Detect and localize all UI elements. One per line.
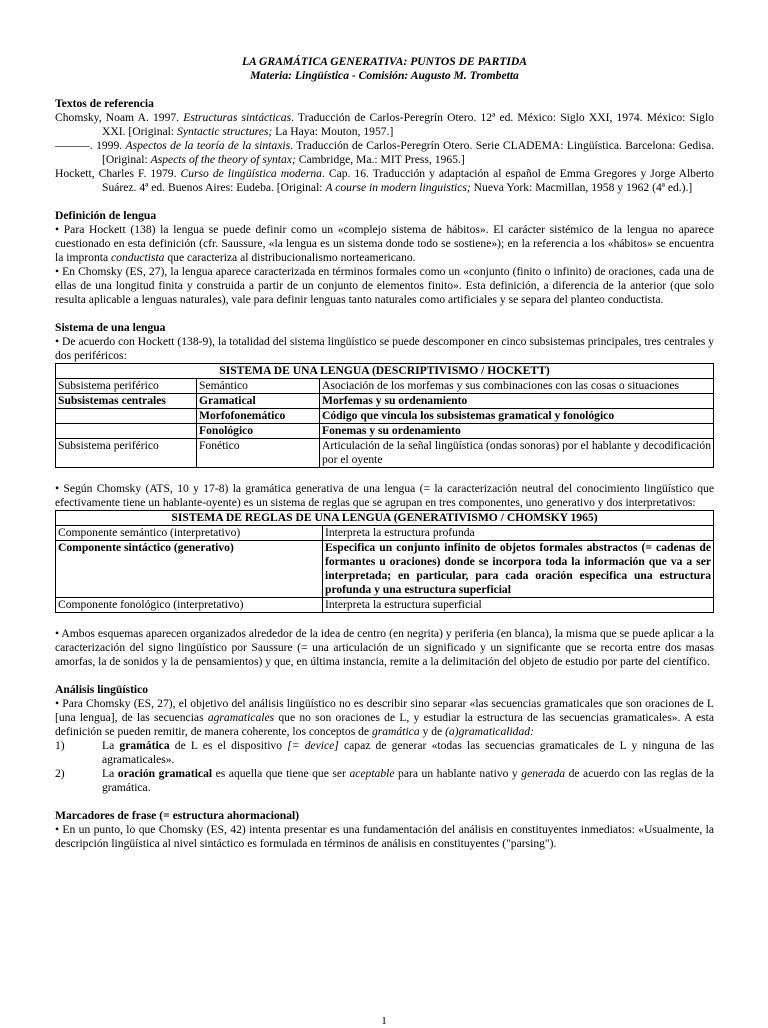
list-number: 1) [55,739,65,752]
reference-chomsky-1997: Chomsky, Noam A. 1997. Estructuras sintácticas. Traducción de Carlos-Peregrín Otero. 12ª ed. México: Siglo XXI, 1974. México: Siglo XXI. [Original: Syntactic structures; La Haya: Mouton, 1957.] [55,111,714,138]
table-header: SISTEMA DE REGLAS DE UNA LENGUA (GENERATIVISMO / CHOMSKY 1965) [56,511,714,526]
paragraph-hockett-definition: • Para Hockett (138) la lengua se puede definir como un «complejo sistema de hábitos». El carácter sistémico de la lengua no aparece cuestionado en esta definición (cfr. Saussure, «la lengua es un sistema donde todo se sostiene»); en la referencia a los «hábitos» se encuentra la impronta conductista que caracteriza al distribucionalismo norteamericano. [55,223,714,264]
table-row [56,379,714,394]
table-cell: Interpreta la estructura profunda [323,526,714,541]
table-row [56,439,714,468]
paragraph-system-intro: • De acuerdo con Hockett (138-9), la totalidad del sistema lingüístico se puede descomponer en cinco subsistemas principales, tres centrales y dos periféricos: [55,335,714,362]
table-cell: Articulación de la señal lingüística (ondas sonoras) por el hablante y decodificación por el oyente [320,439,714,468]
table-chomsky-system [55,510,714,613]
table-row [56,526,714,541]
table-cell: Morfofonemático [197,409,320,424]
reference-chomsky-1999: ———. 1999. Aspectos de la teoría de la sintaxis. Traducción de Carlos-Peregrín Otero. Serie CLADEMA: Lingüística. Barcelona: Gedisa. [Original: Aspects of the theory of syntax; Cambridge, Ma.: MIT Press, 1965.] [55,139,714,166]
table-hockett-system [55,363,714,468]
table-row [56,424,714,439]
list-item: 1) La gramática de L es el dispositivo [= device] capaz de generar «todas las secuencias gramaticales de L y ninguna de las agramaticales». [55,739,714,766]
section-heading-phrase-markers: Marcadores de frase (= estructura ahormacional) [55,809,300,822]
reference-hockett-1979: Hockett, Charles F. 1979. Curso de lingüística moderna. Cap. 16. Traducción y adaptación al español de Emma Gregores y Jorge Alberto Suárez. 4ª ed. Buenos Aires: Eudeba. [Original: A course in modern linguistics; Nueva York: Macmillan, 1958 y 1962 (4ª ed.).] [55,167,714,194]
table-cell: Subsistemas centrales [56,394,197,409]
list-number: 2) [55,767,65,780]
table-cell: Subsistema periférico [56,439,197,468]
document-title: LA GRAMÁTICA GENERATIVA: PUNTOS DE PARTIDA [241,55,528,68]
table-cell: Componente fonológico (interpretativo) [56,598,323,613]
paragraph-chomsky-grammar: • Según Chomsky (ATS, 10 y 17-8) la gramática generativa de una lengua (= la caracterización neutral del conocimiento lingüístico que efectivamente tiene un hablante-oyente) es un sistema de reglas que se agrupan en tres componentes, uno generativo y dos interpretativos: [55,482,714,509]
table-cell: Fonológico [197,424,320,439]
paragraph-phrase-markers: • En un punto, lo que Chomsky (ES, 42) intenta presentar es una fundamentación del análisis en constituyentes inmediatos: «Usualmente, la descripción lingüística al nivel sintáctico es formulada en términos de análisis en constituyentes ("parsing"). [55,823,714,850]
document-subtitle: Materia: Lingüística - Comisión: Augusto M. Trombetta [250,69,519,82]
table-cell: Especifica un conjunto infinito de objetos formales abstractos (= cadenas de formantes u oraciones) donde se incorpora toda la información que va a ser interpretada; en particular, para cada oración especifica una estructura profunda y una estructura superficial [323,541,714,598]
table-cell: Gramatical [197,394,320,409]
table-cell [56,409,197,424]
table-header: SISTEMA DE UNA LENGUA (DESCRIPTIVISMO / HOCKETT) [56,364,714,379]
table-row [56,394,714,409]
table-cell: Morfemas y su ordenamiento [320,394,714,409]
table-cell: Subsistema periférico [56,379,197,394]
section-heading-references: Textos de referencia [55,97,154,110]
table-cell: Fonemas y su ordenamiento [320,424,714,439]
table-cell: Asociación de los morfemas y sus combinaciones con las cosas o situaciones [320,379,714,394]
table-cell: Código que vincula los subsistemas gramatical y fonológico [320,409,714,424]
table-cell: Fonético [197,439,320,468]
section-heading-analysis: Análisis lingüístico [55,683,149,696]
table-cell: Semántico [197,379,320,394]
page-content [55,55,714,851]
section-heading-system: Sistema de una lengua [55,321,166,334]
paragraph-analysis: • Para Chomsky (ES, 27), el objetivo del análisis lingüístico no es describir sino separar «las secuencias gramaticales que son oraciones de L [una lengua], de las secuencias agramaticales que no son oraciones de L, y estudiar la estructura de las secuencias gramaticales». A esta definición se pueden remitir, de manera coherente, los conceptos de gramática y de (a)gramaticalidad: [55,697,714,738]
table-row [56,541,714,598]
table-row [56,409,714,424]
table-cell: Componente sintáctico (generativo) [56,541,323,598]
paragraph-centre-periphery: • Ambos esquemas aparecen organizados alrededor de la idea de centro (en negrita) y periferia (en blanca), la misma que se puede aplicar a la caracterización del signo lingüístico por Saussure (= una articulación de un significado y un significante que se recorta entre dos masas amorfas, la de sonidos y la de pensamientos) y que, en última instancia, remite a la delimitación del objeto de estudio por parte del científico. [55,627,714,668]
table-cell: Componente semántico (interpretativo) [56,526,323,541]
page-number: 1 [381,1015,387,1027]
section-heading-definition: Definición de lengua [55,209,157,222]
table-row [56,598,714,613]
table-cell [56,424,197,439]
list-item: 2) La oración gramatical es aquella que tiene que ser aceptable para un hablante nativo y generada de acuerdo con las reglas de la gramática. [55,767,714,794]
paragraph-chomsky-definition: • En Chomsky (ES, 27), la lengua aparece caracterizada en términos formales como un «conjunto (finito o infinito) de oraciones, cada una de ellas de una longitud finita y construida a partir de un conjunto de elementos finito». Esta definición, a diferencia de la anterior (que solo resulta aplicable a lenguas naturales), vale para definir lenguas tanto naturales como artificiales y se separa del planteo conductista. [55,265,714,306]
table-cell: Interpreta la estructura superficial [323,598,714,613]
